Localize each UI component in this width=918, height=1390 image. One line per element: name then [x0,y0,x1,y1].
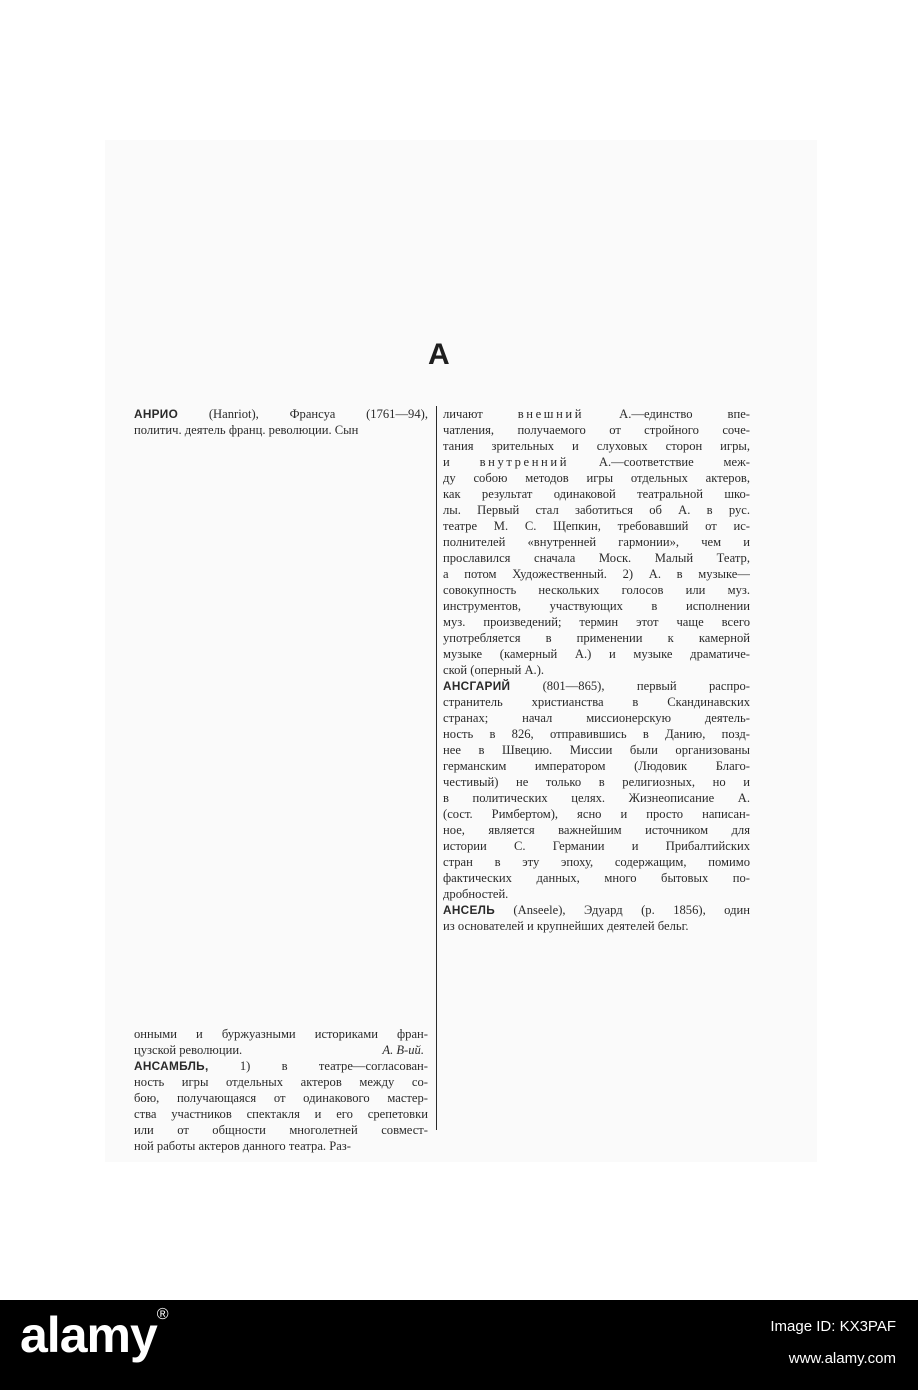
spaced-term: внутренний [479,455,570,469]
text-run: ду собою методов игры отдельных актеров, [443,471,750,485]
text-run: употребляется в применении к камерной [443,631,750,645]
text-run: бою, получающаяся от одинакового мастер- [134,1091,428,1105]
text-run: честивый) не только в религиозных, но и [443,775,750,789]
text-line [134,422,428,438]
text-run: ное, является важнейшим источником для [443,823,750,837]
logo-text: alamy [20,1307,157,1363]
text-line [443,854,750,870]
text-run: А.—единство впе- [584,407,750,421]
text-line [443,902,750,918]
text-line [134,1090,428,1106]
text-run: совокупность нескольких голосов или муз. [443,583,750,597]
text-line [443,582,750,598]
headword: АНСГАРИЙ [443,679,511,693]
text-run: политич. деятель франц. революции. Сын [134,423,359,437]
text-line [443,422,750,438]
text-line [443,438,750,454]
text-run: (сост. Римбертом), ясно и просто написан- [443,807,750,821]
text-line [443,662,750,678]
alamy-logo [20,1306,168,1364]
text-line [443,758,750,774]
text-run: нее в Швецию. Миссии были организованы [443,743,750,757]
text-run: полнителей «внутренней гармонии», чем и [443,535,750,549]
column-divider [436,406,437,1130]
text-run: или от общности многолетней совмест- [134,1123,428,1137]
text-run: странитель христианства в Скандинавских [443,695,750,709]
text-run: (801—865), первый распро- [510,679,750,693]
text-line [443,614,750,630]
text-line [134,1058,428,1074]
text-run: ной работы актеров данного театра. Раз- [134,1139,351,1153]
text-line [443,470,750,486]
headword-anrio: АНРИО [134,407,179,421]
registered-mark: ® [156,1306,168,1323]
text-run: цузской революции. [134,1043,243,1057]
headword: АНСЕЛЬ [443,903,495,917]
text-run: фактических данных, много бытовых по- [443,871,750,885]
text-run: ства участников спектакля и его срепетовки [134,1107,428,1121]
text-run: ность в 826, отправившись в Данию, позд- [443,727,750,741]
spaced-term: внешний [517,407,585,421]
text-line [443,742,750,758]
section-letter-heading: А [428,338,450,371]
text-line [134,1026,428,1042]
right-column [443,406,750,934]
left-column-top [134,406,428,438]
text-line [134,1138,428,1154]
text-run: (Anseele), Эдуард (р. 1856), один [494,903,750,917]
text-line [443,646,750,662]
text-run: муз. произведений; термин этот чаще всего [443,615,750,629]
text-line [443,918,750,934]
text-run: 1) в театре—согласован- [208,1059,428,1073]
text-line [443,886,750,902]
text-line [443,774,750,790]
text-line [443,518,750,534]
text-line [443,806,750,822]
text-line [443,838,750,854]
text-line [443,406,750,422]
text-line [134,1074,428,1090]
text-run: тания зрительных и слуховых сторон игры, [443,439,750,453]
text-run: инструментов, участвующих в исполнении [443,599,750,613]
text-line [443,566,750,582]
text-line [443,694,750,710]
text-line [443,870,750,886]
text-run: странах; начал миссионерскую деятель- [443,711,750,725]
text-run: а потом Художественный. 2) А. в музыке— [443,567,750,581]
headword: АНСАМБЛЬ, [134,1059,209,1073]
text-line [443,710,750,726]
text-line [134,1042,428,1058]
text-run: из основателей и крупнейших деятелей бельг. [443,919,689,933]
text-run: в политических целях. Жизнеописание А. [443,791,750,805]
text-run: (Hanriot), Франсуа (1761—94), [178,407,428,421]
text-line [443,598,750,614]
text-run: ской (оперный А.). [443,663,545,677]
text-run: германским императором (Людовик Благо- [443,759,750,773]
author-signature: А. В-ий. [382,1043,424,1057]
text-run: чатления, получаемого от стройного соче- [443,423,750,437]
text-line [134,1106,428,1122]
left-column-bottom [134,1026,428,1154]
text-run: А.—соответствие меж- [569,455,750,469]
text-line [134,406,428,422]
text-line [443,486,750,502]
text-run: музыке (камерный А.) и музыке драматиче- [443,647,750,661]
image-id-label: Image ID: KX3PAF [770,1318,896,1335]
text-line [443,790,750,806]
text-run: как результат одинаковой театральной шко- [443,487,750,501]
text-run: ность игры отдельных актеров между со- [134,1075,428,1089]
text-run: и [443,455,480,469]
text-line [443,678,750,694]
text-run: личают [443,407,518,421]
text-line [443,454,750,470]
text-line [443,630,750,646]
text-run: истории С. Германии и Прибалтийских [443,839,750,853]
text-line [443,502,750,518]
text-run: театре М. С. Щепкин, требовавший от ис- [443,519,750,533]
text-line [443,726,750,742]
text-line [443,534,750,550]
text-run: онными и буржуазными историками фран- [134,1027,428,1041]
text-run: дробностей. [443,887,509,901]
text-line [443,550,750,566]
text-run: прославился сначала Моск. Малый Театр, [443,551,750,565]
text-line [134,1122,428,1138]
text-run: лы. Первый стал заботиться об А. в рус. [443,503,750,517]
text-run: стран в эту эпоху, содержащим, помимо [443,855,750,869]
watermark-url: www.alamy.com [788,1350,896,1367]
text-line [443,822,750,838]
